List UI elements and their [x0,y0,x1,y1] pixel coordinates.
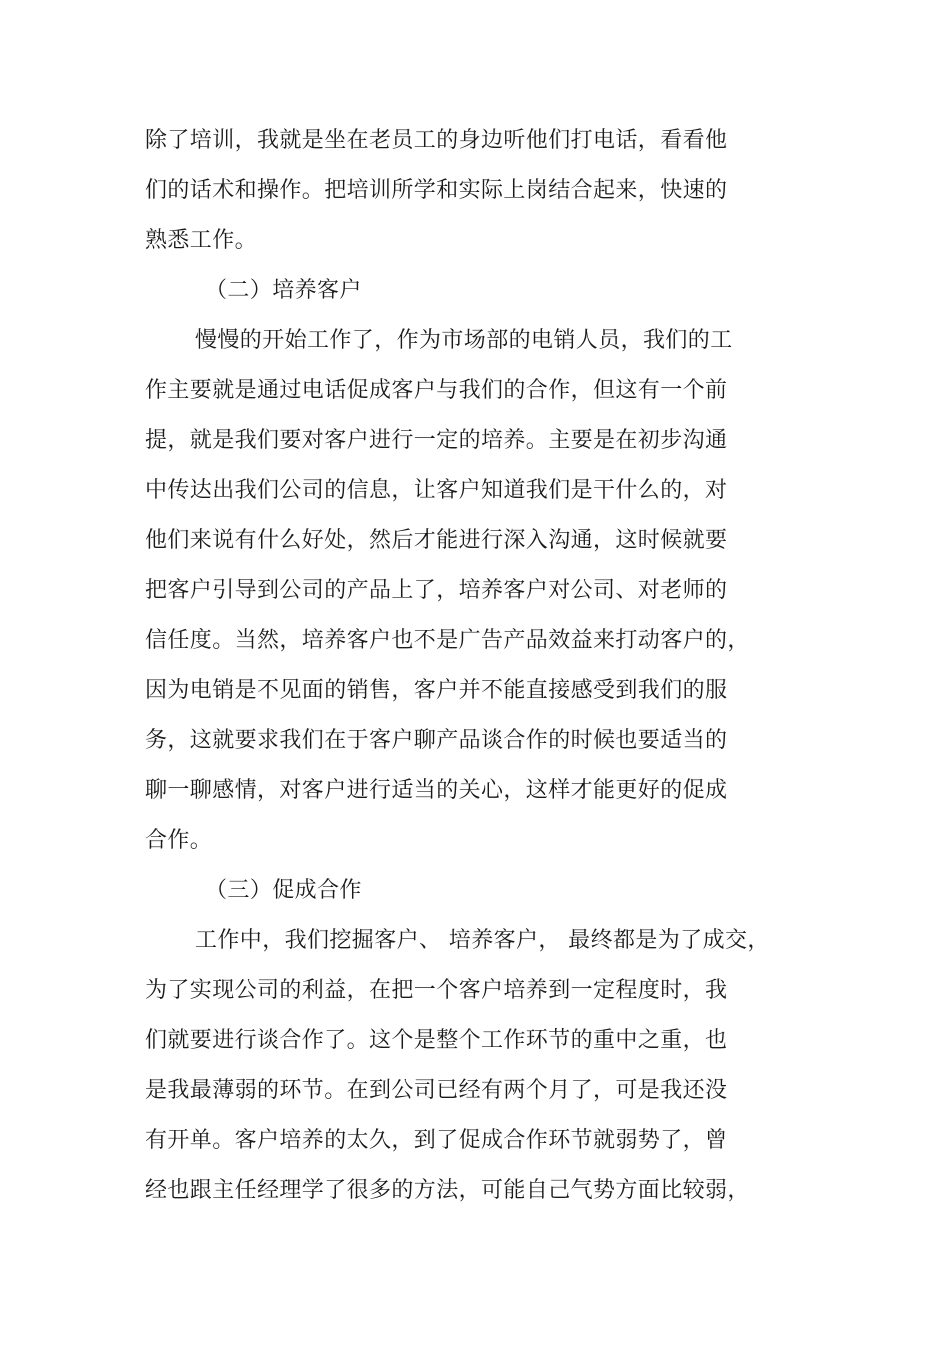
section-heading-2: （二）培养客户 [205,278,362,303]
body-line-10: 把客户引导到公司的产品上了，培养客户对公司、对老师的 [145,578,728,603]
body-line-12: 因为电销是不见面的销售，客户并不能直接感受到我们的服 [145,678,728,703]
body-line-20: 是我最薄弱的环节。在到公司已经有两个月了，可是我还没 [145,1078,728,1103]
body-line-1: 除了培训，我就是坐在老员工的身边听他们打电话，看看他 [145,128,728,153]
body-line-15: 合作。 [145,828,213,853]
section-heading-3: （三）促成合作 [205,878,362,903]
body-line-9: 他们来说有什么好处，然后才能进行深入沟通，这时候就要 [145,528,728,553]
body-line-19: 们就要进行谈合作了。这个是整个工作环节的重中之重，也 [145,1028,728,1053]
body-line-8: 中传达出我们公司的信息，让客户知道我们是干什么的，对 [145,478,728,503]
body-line-6: 作主要就是通过电话促成客户与我们的合作，但这有一个前 [145,378,728,403]
body-line-18: 为了实现公司的利益，在把一个客户培养到一定程度时，我 [145,978,728,1003]
body-line-13: 务，这就要求我们在于客户聊产品谈合作的时候也要适当的 [145,728,728,753]
body-line-7: 提，就是我们要对客户进行一定的培养。主要是在初步沟通 [145,428,728,453]
paragraph-first-line: 慢慢的开始工作了，作为市场部的电销人员，我们的工 [195,328,733,353]
body-line-11: 信任度。当然，培养客户也不是广告产品效益来打动客户的， [145,628,750,653]
body-line-3: 熟悉工作。 [145,228,258,253]
body-line-2: 们的话术和操作。把培训所学和实际上岗结合起来，快速的 [145,178,728,203]
body-line-22: 经也跟主任经理学了很多的方法，可能自己气势方面比较弱， [145,1178,750,1203]
paragraph-first-line: 工作中，我们挖掘客户、 培养客户， 最终都是为了成交， [195,928,770,953]
body-line-14: 聊一聊感情，对客户进行适当的关心，这样才能更好的促成 [145,778,728,803]
body-line-21: 有开单。客户培养的太久，到了促成合作环节就弱势了，曾 [145,1128,728,1153]
